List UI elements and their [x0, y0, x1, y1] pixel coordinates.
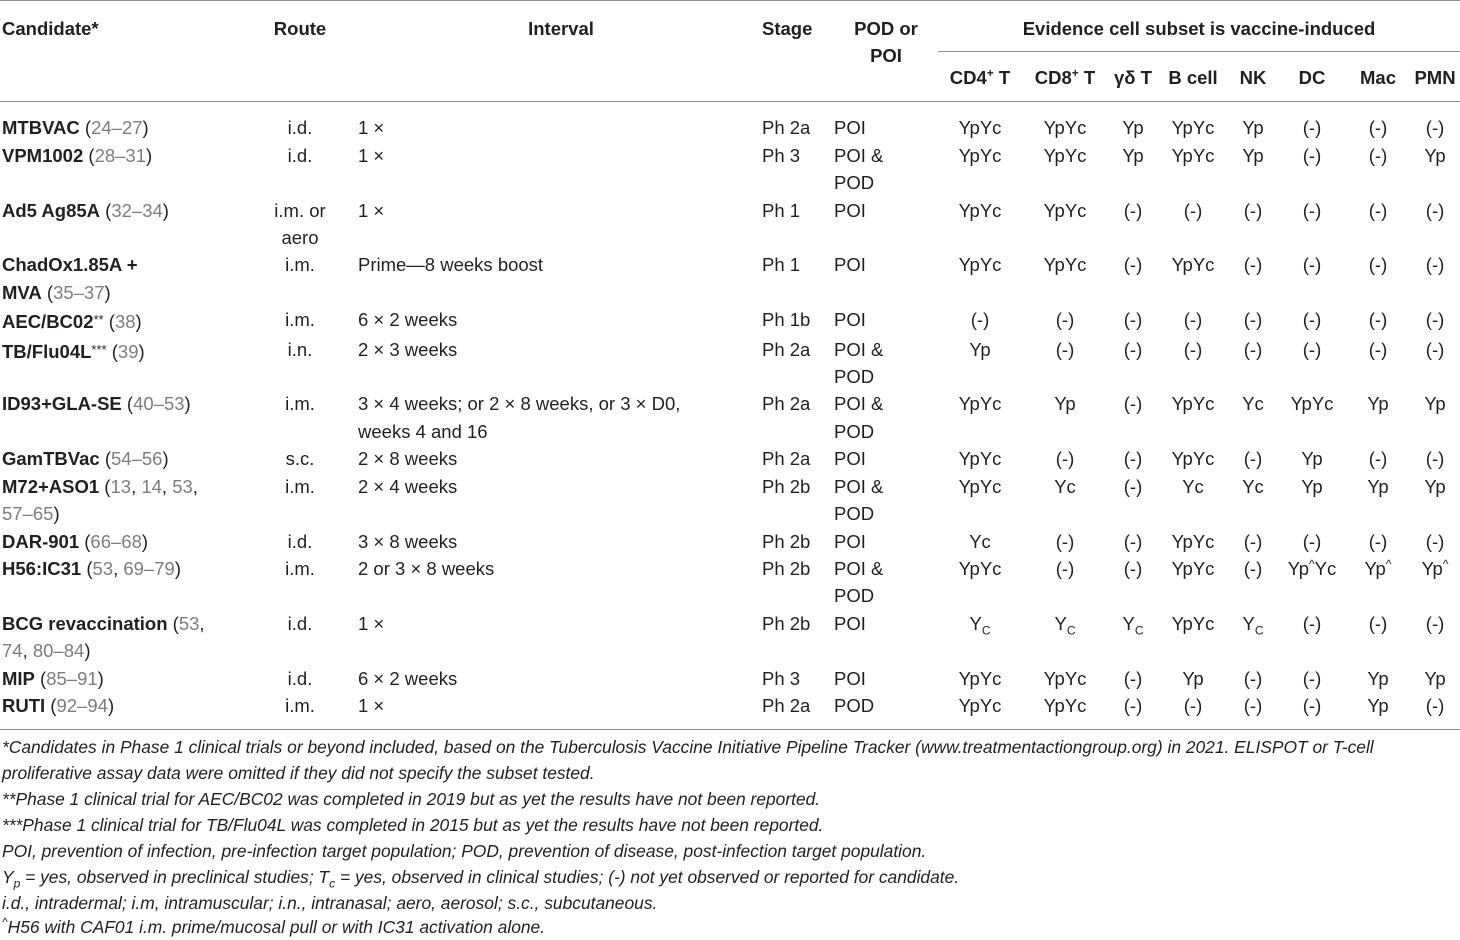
evidence-cell: (-) — [1183, 338, 1203, 360]
evidence-cell: (-) — [1425, 309, 1445, 331]
evidence-cell: (-) — [1368, 254, 1388, 276]
evidence-cell: (-) — [1055, 448, 1075, 470]
col-subset: PMN — [1410, 52, 1460, 102]
evidence-cell: (-) — [1123, 475, 1143, 497]
evidence-cell: Yp — [1242, 144, 1264, 166]
evidence-cell: YpYc — [1171, 448, 1215, 470]
candidate-cell: MIP (85–91) — [2, 667, 104, 689]
evidence-cell: (-) — [1243, 199, 1263, 221]
evidence-cell: $Y_C$ — [1122, 612, 1144, 638]
route-cell: i.d. — [287, 667, 313, 689]
pod-cell: POI — [834, 612, 866, 634]
pod-cell: POI & POD — [834, 144, 884, 194]
col-pod-poi — [834, 1, 938, 102]
pod-cell: POI & POD — [834, 338, 884, 388]
evidence-cell: (-) — [1425, 254, 1445, 276]
candidate-cell: AEC/BC02** (38) — [2, 311, 142, 333]
interval-cell: 2 × 8 weeks — [358, 448, 458, 470]
candidate-name: H56:IC31 — [2, 557, 82, 579]
reference-link[interactable]: 14 — [141, 475, 162, 497]
interval-cell: 3 × 4 weeks; or 2 × 8 weeks, or 3 × D0, weeks 4 and 16 — [358, 393, 681, 442]
evidence-cell: (-) — [1055, 309, 1075, 331]
interval-cell: Prime—8 weeks boost — [358, 254, 544, 276]
table-row — [0, 336, 1460, 391]
evidence-cell: Yc — [1242, 475, 1264, 497]
pod-cell: POI & POD — [834, 557, 884, 607]
evidence-cell: YpYc — [1043, 667, 1087, 689]
evidence-cell: (-) — [1243, 338, 1263, 360]
col-interval: Interval — [528, 18, 594, 39]
candidate-name: ID93+GLA-SE — [2, 393, 122, 415]
evidence-cell: Yp — [1242, 117, 1264, 139]
evidence-cell: YpYc — [1171, 557, 1215, 579]
footnote-candidates-2: proliferative assay data were omitted if they did not specify the subset tested. — [2, 763, 595, 783]
evidence-cell: $Y_C$ — [969, 612, 991, 638]
evidence-cell: (-) — [1368, 144, 1388, 166]
evidence-cell: (-) — [970, 309, 990, 331]
table-row — [0, 610, 1460, 665]
table-row — [0, 528, 1460, 555]
evidence-cell: (-) — [1425, 530, 1445, 552]
reference-link[interactable]: 38 — [114, 311, 136, 333]
evidence-cell: (-) — [1368, 448, 1388, 470]
evidence-cell: YpYc — [1171, 612, 1215, 634]
col-candidate: Candidate* — [2, 18, 99, 39]
route-cell: i.m. — [285, 557, 315, 579]
reference-link[interactable]: 69–79 — [123, 557, 175, 579]
reference-link[interactable]: 53 — [178, 612, 200, 634]
table-row — [0, 390, 1460, 445]
stage-cell: Ph 2a — [762, 117, 811, 139]
footnote-poi-pod: POI, prevention of infection, pre-infection target population; POD, prevention of disease, post-infection target population. — [2, 841, 927, 861]
evidence-cell: (-) — [1123, 199, 1143, 221]
stage-cell: Ph 2b — [762, 475, 811, 497]
evidence-cell: YpYc — [1043, 117, 1087, 139]
evidence-cell: (-) — [1243, 694, 1263, 716]
evidence-cell: Yc — [1242, 393, 1264, 415]
evidence-cell: YpYc — [1171, 144, 1215, 166]
reference-link[interactable]: 28–31 — [94, 144, 147, 166]
stage-cell: Ph 2a — [762, 338, 811, 360]
interval-cell: 1 × — [358, 694, 385, 716]
table-row — [0, 197, 1460, 252]
candidate-name: Ad5 Ag85A — [2, 199, 101, 221]
route-cell: i.d. — [287, 530, 313, 552]
evidence-cell: YpYc — [958, 475, 1002, 497]
pod-cell: POI & POD — [834, 393, 884, 442]
reference-link[interactable]: 24–27 — [91, 117, 143, 139]
route-cell: s.c. — [285, 448, 315, 470]
evidence-cell: (-) — [1368, 199, 1388, 221]
col-subset: Mac — [1346, 52, 1410, 102]
footnote-routes: i.d., intradermal; i.m, intramuscular; i.n., intranasal; aero, aerosol; s.c., subcutaneous. — [2, 893, 658, 913]
evidence-cell: Yp — [1424, 144, 1446, 166]
pod-cell: POI — [834, 254, 866, 276]
evidence-cell: YpYc — [958, 393, 1002, 415]
route-cell: i.d. — [287, 117, 313, 139]
reference-link[interactable]: 53 — [92, 557, 114, 579]
evidence-cell: (-) — [1302, 338, 1322, 360]
reference-link[interactable]: 53 — [172, 475, 193, 497]
table-row — [0, 692, 1460, 730]
evidence-cell: Yc — [1054, 475, 1076, 497]
candidate-name: RUTI — [2, 694, 46, 716]
route-cell: i.m. — [285, 475, 315, 497]
evidence-cell: (-) — [1055, 530, 1075, 552]
evidence-cell: (-) — [1302, 199, 1322, 221]
evidence-cell: YpYc — [1043, 144, 1087, 166]
table-row — [0, 473, 1460, 528]
pod-cell: POI & POD — [834, 475, 884, 525]
table-row — [0, 555, 1460, 610]
evidence-cell: (-) — [1183, 309, 1203, 331]
evidence-cell: YpYc — [958, 199, 1002, 221]
candidate-cell: VPM1002 (28–31) — [2, 144, 153, 166]
evidence-cell: (-) — [1055, 557, 1075, 579]
evidence-cell: (-) — [1425, 612, 1445, 634]
evidence-cell: (-) — [1368, 117, 1388, 139]
col-subset: γδ T — [1108, 52, 1158, 102]
table-row — [0, 306, 1460, 335]
candidate-name: VPM1002 — [2, 144, 84, 166]
reference-link[interactable]: 40–53 — [133, 393, 185, 415]
evidence-cell: (-) — [1243, 530, 1263, 552]
evidence-cell: (-) — [1123, 530, 1143, 552]
candidate-cell: GamTBVac (54–56) — [2, 448, 169, 470]
interval-cell: 2 or 3 × 8 weeks — [358, 557, 495, 579]
evidence-cell: (-) — [1368, 338, 1388, 360]
candidate-name: AEC/BC02 — [2, 311, 94, 333]
route-cell: i.d. — [287, 144, 313, 166]
evidence-cell: (-) — [1243, 448, 1263, 470]
candidate-cell: M72+ASO1 (13, 14, 53, 57–65) — [2, 475, 198, 525]
table-row — [0, 102, 1460, 142]
evidence-cell: (-) — [1425, 117, 1445, 139]
evidence-cell: YpYc — [1171, 393, 1215, 415]
evidence-cell: Yp — [1182, 667, 1204, 689]
route-cell: i.n. — [287, 338, 313, 360]
candidate-name: M72+ASO1 — [2, 475, 100, 497]
table-row — [0, 445, 1460, 472]
evidence-cell: Yp — [1122, 144, 1144, 166]
reference-link[interactable]: 13 — [110, 475, 132, 497]
stage-cell: Ph 1b — [762, 309, 811, 331]
evidence-cell: $Y_C$ — [1054, 612, 1076, 638]
evidence-cell: (-) — [1123, 694, 1143, 716]
stage-cell: Ph 2a — [762, 694, 811, 716]
col-subset: DC — [1278, 52, 1346, 102]
evidence-cell: YpYc — [958, 694, 1002, 716]
candidate-cell: MTBVAC (24–27) — [2, 117, 149, 139]
evidence-cell: Yp — [1054, 393, 1076, 415]
table-row — [0, 142, 1460, 197]
footnote-aec: **Phase 1 clinical trial for AEC/BC02 was completed in 2019 but as yet the results have not been reported. — [2, 789, 821, 809]
evidence-cell: Yp — [1424, 475, 1446, 497]
evidence-cell: Yc — [1182, 475, 1204, 497]
evidence-cell: (-) — [1243, 254, 1263, 276]
reference-link[interactable]: 74 — [2, 640, 23, 662]
pod-cell: POI — [834, 117, 866, 139]
pod-cell: POI — [834, 309, 866, 331]
candidate-name: BCG revaccination — [2, 612, 168, 634]
evidence-cell: (-) — [1368, 530, 1388, 552]
reference-link[interactable]: 92–94 — [56, 694, 108, 716]
evidence-cell: (-) — [1425, 338, 1445, 360]
evidence-cell: (-) — [1302, 530, 1322, 552]
evidence-cell: (-) — [1302, 694, 1322, 716]
col-subset: CD4+ T — [938, 52, 1022, 102]
evidence-cell: Yp — [1424, 393, 1446, 415]
candidate-name: MIP — [2, 667, 35, 689]
reference-link[interactable]: 35–37 — [53, 281, 105, 303]
stage-cell: Ph 1 — [762, 254, 801, 276]
evidence-cell: Yp — [1122, 117, 1144, 139]
evidence-cell: (-) — [1425, 448, 1445, 470]
evidence-cell: (-) — [1183, 694, 1203, 716]
stage-cell: Ph 2a — [762, 393, 811, 415]
evidence-cell: (-) — [1302, 667, 1322, 689]
route-cell: i.d. — [287, 612, 313, 634]
candidate-name: ChadOx1.85A + — [2, 254, 138, 276]
evidence-cell: Yp — [969, 338, 991, 360]
reference-link[interactable]: 39 — [117, 340, 139, 362]
candidate-name: GamTBVac — [2, 448, 100, 470]
pod-cell: POI — [834, 667, 866, 689]
reference-link[interactable]: 85–91 — [46, 667, 98, 689]
route-cell: i.m. — [285, 393, 315, 415]
pod-cell: POI — [834, 530, 866, 552]
evidence-cell: YpYc — [958, 557, 1002, 579]
evidence-cell: $Y_C$ — [1242, 612, 1264, 638]
evidence-cell: Yp — [1424, 667, 1446, 689]
evidence-cell: Yp — [1301, 448, 1323, 470]
evidence-cell: YpYc — [958, 448, 1002, 470]
footnote-candidates-1: *Candidates in Phase 1 clinical trials or beyond included, based on the Tuberculosis Vaccine Initiative Pipeline Tracker (www.treatmentactiongroup.org) in 2021. ELISPOT or T-cell — [2, 737, 1374, 757]
evidence-cell: YpYc — [958, 144, 1002, 166]
candidate-name: MTBVAC — [2, 117, 80, 139]
stage-cell: Ph 2b — [762, 557, 811, 579]
evidence-cell: (-) — [1243, 309, 1263, 331]
evidence-cell: (-) — [1425, 694, 1445, 716]
interval-cell: 1 × — [358, 199, 385, 221]
interval-cell: 1 × — [358, 144, 385, 166]
route-cell: i.m. — [285, 254, 315, 276]
col-subset: CD8+ T — [1022, 52, 1108, 102]
pod-cell: POD — [834, 694, 875, 716]
evidence-cell: YpYc — [1290, 393, 1334, 415]
pod-cell: POI — [834, 199, 866, 221]
candidate-cell: ChadOx1.85A + MVA (35–37) — [2, 254, 138, 303]
table-row — [0, 251, 1460, 306]
evidence-cell: Yc — [969, 530, 991, 552]
evidence-cell: Yp — [1367, 475, 1389, 497]
interval-cell: 6 × 2 weeks — [358, 309, 458, 331]
interval-cell: 1 × — [358, 612, 385, 634]
evidence-cell: Yp^ — [1364, 556, 1392, 579]
route-cell: i.m. — [285, 309, 315, 331]
evidence-cell: (-) — [1302, 144, 1322, 166]
footnote-tb: ***Phase 1 clinical trial for TB/Flu04L was completed in 2015 but as yet the results have not been reported. — [2, 815, 824, 835]
stage-cell: Ph 1 — [762, 199, 801, 221]
evidence-cell: YpYc — [1171, 254, 1215, 276]
interval-cell: 6 × 2 weeks — [358, 667, 458, 689]
evidence-cell: YpYc — [958, 117, 1002, 139]
col-subset: B cell — [1158, 52, 1228, 102]
stage-cell: Ph 3 — [762, 144, 801, 166]
interval-cell: 2 × 3 weeks — [358, 338, 458, 360]
footnote-legend: $Y_p$ = yes, observed in preclinical studies; $T_c$ = yes, observed in clinical studies; (-) not yet observed or reported for candidate. — [2, 867, 960, 891]
evidence-cell: (-) — [1123, 309, 1143, 331]
evidence-cell: (-) — [1055, 338, 1075, 360]
evidence-cell: (-) — [1302, 254, 1322, 276]
evidence-cell: YpYc — [1043, 199, 1087, 221]
reference-link[interactable]: 66–68 — [90, 530, 142, 552]
evidence-cell: (-) — [1183, 199, 1203, 221]
interval-cell: 3 × 8 weeks — [358, 530, 458, 552]
evidence-cell: (-) — [1368, 612, 1388, 634]
evidence-cell: (-) — [1123, 254, 1143, 276]
evidence-cell: (-) — [1123, 338, 1143, 360]
evidence-cell: Yp — [1367, 667, 1389, 689]
col-stage: Stage — [762, 18, 813, 39]
evidence-cell: YpYc — [958, 667, 1002, 689]
table-header — [0, 1, 1460, 102]
reference-link[interactable]: 54–56 — [111, 448, 163, 470]
evidence-cell: YpYc — [1171, 530, 1215, 552]
evidence-cell: (-) — [1302, 117, 1322, 139]
interval-cell: 1 × — [358, 117, 385, 139]
candidate-cell: ID93+GLA-SE (40–53) — [2, 393, 191, 415]
candidate-cell: BCG revaccination (53, 74, 80–84) — [2, 612, 205, 662]
evidence-cell: YpYc — [1043, 254, 1087, 276]
evidence-cell: (-) — [1243, 667, 1263, 689]
evidence-cell: (-) — [1302, 309, 1322, 331]
evidence-cell: Yp — [1367, 393, 1389, 415]
evidence-cell: YpYc — [1043, 694, 1087, 716]
stage-cell: Ph 2a — [762, 448, 811, 470]
stage-cell: Ph 2b — [762, 612, 811, 634]
col-pod-line2: POI — [870, 45, 902, 67]
reference-link[interactable]: 57–65 — [2, 503, 54, 525]
candidate-cell: H56:IC31 (53, 69–79) — [2, 557, 181, 579]
col-evidence: Evidence cell subset is vaccine-induced — [1022, 18, 1376, 39]
candidate-cell: RUTI (92–94) — [2, 694, 115, 716]
evidence-cell: Yp^Yc — [1287, 556, 1337, 579]
col-subset: NK — [1228, 52, 1278, 102]
evidence-cell: (-) — [1425, 199, 1445, 221]
reference-link[interactable]: 80–84 — [32, 640, 85, 662]
interval-cell: 2 × 4 weeks — [358, 475, 458, 497]
footnote-h56: ^H56 with CAF01 i.m. prime/mucosal pull or with IC31 activation alone. — [2, 915, 546, 937]
table-body — [0, 102, 1460, 730]
evidence-cell: (-) — [1123, 393, 1143, 415]
evidence-cell: YpYc — [1171, 117, 1215, 139]
pod-cell: POI — [834, 448, 866, 470]
evidence-cell: (-) — [1123, 557, 1143, 579]
table-row — [0, 665, 1460, 692]
evidence-cell: Yp — [1367, 694, 1389, 716]
evidence-cell: (-) — [1243, 557, 1263, 579]
candidate-cell: TB/Flu04L*** (39) — [2, 340, 145, 362]
evidence-cell: (-) — [1123, 667, 1143, 689]
route-cell: i.m. — [285, 694, 315, 716]
candidate-cell: Ad5 Ag85A (32–34) — [2, 199, 169, 221]
col-pod-line1: POD or — [854, 18, 918, 39]
evidence-cell: Yp — [1301, 475, 1323, 497]
col-route: Route — [273, 18, 327, 39]
candidate-cell: DAR-901 (66–68) — [2, 530, 149, 552]
evidence-cell: (-) — [1123, 448, 1143, 470]
candidate-name: TB/Flu04L — [2, 340, 92, 362]
evidence-cell: Yp^ — [1421, 556, 1449, 579]
evidence-cell: (-) — [1368, 309, 1388, 331]
evidence-cell: (-) — [1302, 612, 1322, 634]
candidate-name: DAR-901 — [2, 530, 80, 552]
reference-link[interactable]: 32–34 — [111, 199, 163, 221]
evidence-cell: YpYc — [958, 254, 1002, 276]
stage-cell: Ph 3 — [762, 667, 801, 689]
stage-cell: Ph 2b — [762, 530, 811, 552]
route-cell: i.m. or aero — [274, 199, 326, 249]
